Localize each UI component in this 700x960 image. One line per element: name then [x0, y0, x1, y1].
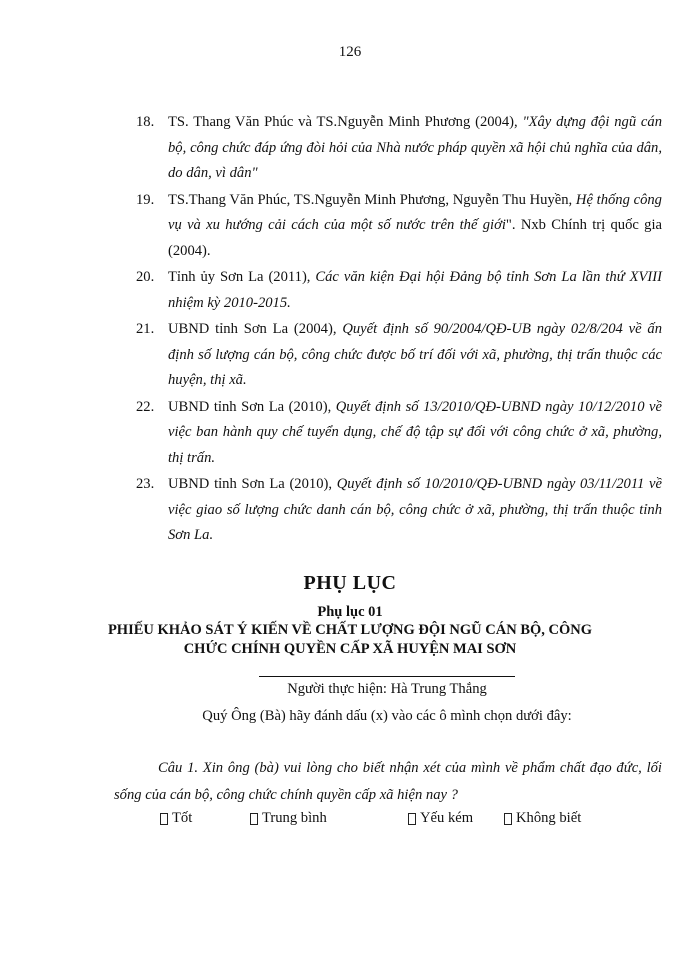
survey-title: PHIẾU KHẢO SÁT Ý KIẾN VỀ CHẤT LƯỢNG ĐỘI NGŨ CÁN BỘ, CÔNG CHỨC CHÍNH QUYỀN CẤP XÃ HUYỆN MAI SƠN: [107, 622, 593, 657]
option-trung-binh[interactable]: [250, 810, 327, 827]
reference-title: Các văn kiện Đại hội Đảng bộ tỉnh Sơn La lần thứ XVIII nhiệm kỳ 2010-2015.: [168, 269, 662, 311]
reference-title: Quyết định số 90/2004/QĐ-UB ngày 02/8/204 về ấn định số lượng cán bộ, công chức được bố trí đối với xã, phường, thị trấn thuộc các huyện, thị xã.: [168, 321, 663, 388]
reference-title: Quyết định số 13/2010/QĐ-UBND ngày 10/12/2010 về việc ban hành quy chế tuyển dụng, chế độ tập sự đối với công chức ở xã, phường, thị trấn.: [168, 398, 663, 466]
option-label: Tốt: [172, 810, 193, 826]
reference-title: Quyết định số 10/2010/QĐ-UBND ngày 03/11/2011 về việc giao số lượng chức danh cán bộ, công chức ở xã, phường, thị trấn thuộc tỉnh Sơn La.: [168, 476, 663, 543]
reference-number: 22.: [136, 398, 155, 415]
divider: [259, 676, 515, 677]
reference-item: [136, 395, 662, 472]
reference-number: 18.: [136, 114, 155, 130]
reference-title: Hệ thống công vụ và xu hướng cải cách của một số nước trên thế giới: [168, 191, 662, 233]
reference-tail: ". Nxb Chính trị quốc gia (2004).: [168, 217, 662, 259]
reference-author: TS. Thang Văn Phúc và TS.Nguyễn Minh Phương (2004),: [168, 114, 523, 130]
reference-author: Tỉnh ủy Sơn La (2011),: [168, 269, 316, 285]
reference-author: UBND tỉnh Sơn La (2004),: [168, 321, 343, 337]
reference-author: UBND tỉnh Sơn La (2010),: [168, 398, 336, 415]
reference-item: [136, 188, 662, 265]
option-khong-biet[interactable]: [504, 810, 581, 827]
option-tot[interactable]: [160, 810, 192, 827]
reference-title: "Xây dựng đội ngũ cán bộ, công chức đáp ứng đòi hỏi của Nhà nước pháp quyền xã hội chủ nghĩa của dân, do dân, vì dân": [168, 114, 662, 181]
reference-item: [136, 472, 662, 549]
instruction-text: Quý Ông (Bà) hãy đánh dấu (x) vào các ô mình chọn dưới đây:: [202, 708, 572, 724]
reference-number: 19.: [136, 191, 155, 208]
reference-item: [136, 110, 662, 187]
reference-item: [136, 265, 662, 316]
reference-number: 23.: [136, 476, 155, 492]
reference-list: [136, 110, 662, 550]
checkbox-icon[interactable]: [504, 813, 512, 825]
checkbox-icon[interactable]: [250, 813, 258, 825]
option-yeu-kem[interactable]: [408, 810, 473, 827]
option-label: Không biết: [516, 810, 582, 826]
appendix-heading: PHỤ LỤC: [303, 572, 397, 594]
checkbox-icon[interactable]: [160, 813, 168, 825]
reference-number: 21.: [136, 321, 155, 337]
reference-author: TS.Thang Văn Phúc, TS.Nguyễn Minh Phương, Nguyễn Thu Huyền,: [168, 191, 576, 208]
checkbox-icon[interactable]: [408, 813, 416, 825]
question-1: Câu 1. Xin ông (bà) vui lòng cho biết nhận xét của mình về phẩm chất đạo đức, lối sống của cán bộ, công chức chính quyền cấp xã hiện nay ?: [114, 760, 662, 803]
reference-item: [136, 317, 662, 394]
option-label: Trung bình: [262, 810, 327, 826]
answer-options: [160, 810, 680, 832]
reference-number: 20.: [136, 269, 155, 285]
appendix-subheading: Phụ lục 01: [317, 604, 383, 620]
page-number: 126: [338, 44, 362, 60]
reference-author: UBND tỉnh Sơn La (2010),: [168, 476, 337, 492]
performer-line: Người thực hiện: Hà Trung Thắng: [287, 681, 487, 697]
option-label: Yếu kém: [420, 810, 474, 826]
